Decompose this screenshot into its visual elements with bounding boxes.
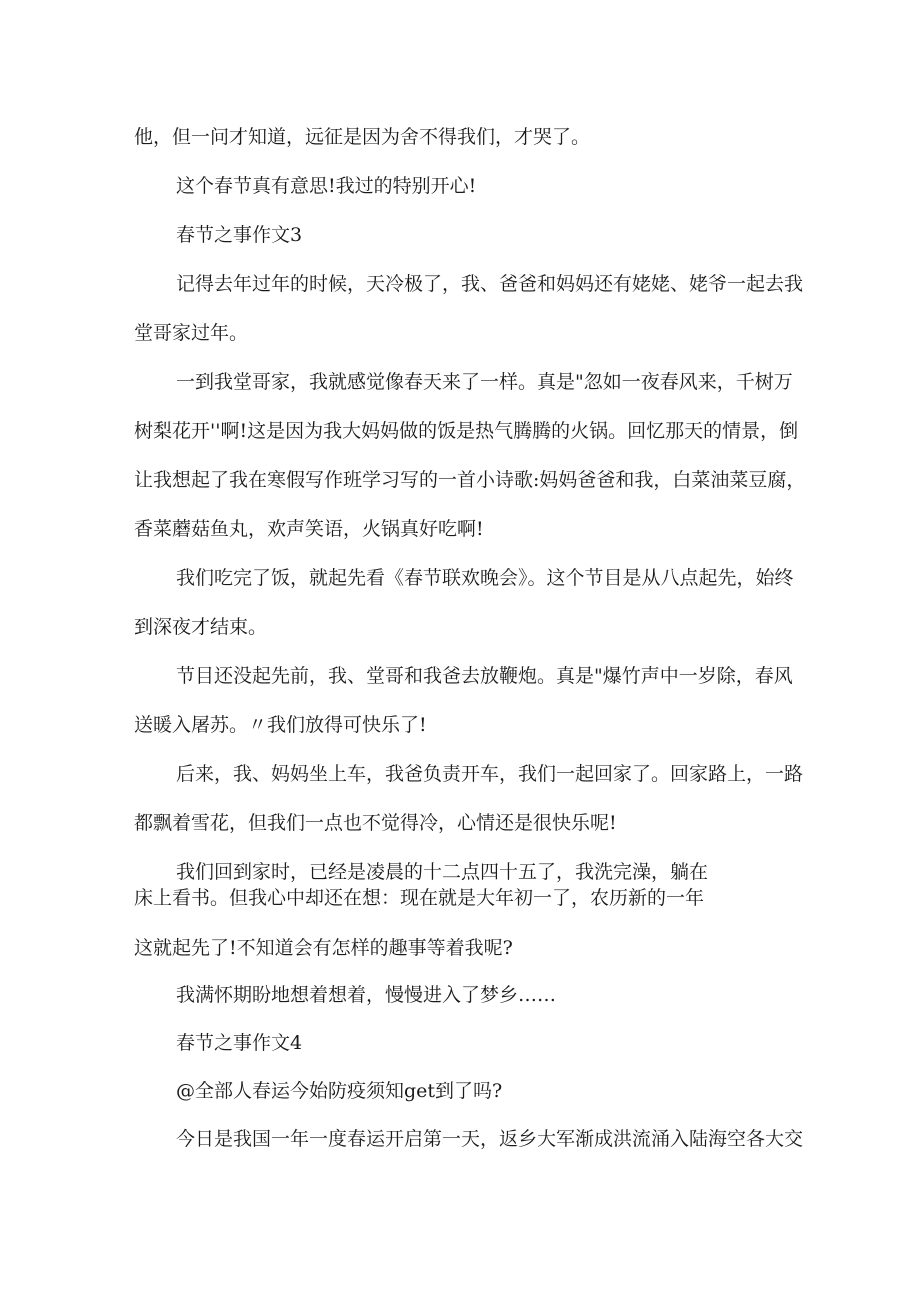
text-line: 送暖入屠苏。〃我们放得可快乐了! [134,714,427,736]
text-line: 床上看书。但我心中却还在想：现在就是大年初一了，农历新的一年 [134,887,705,909]
text-line: 堂哥家过年。 [134,322,249,344]
text-line: 这个春节真有意思!我过的特别开心! [176,175,477,197]
text-line: 香菜蘑菇鱼丸，欢声笑语，火锅真好吃啊! [134,518,484,540]
text-line: 让我想起了我在寒假写作班学习写的一首小诗歌:妈妈爸爸和我，白菜油菜豆腐， [134,469,806,491]
text-line: 到深夜才结束。 [134,616,268,638]
section-heading: 春节之事作文3 [176,224,303,246]
text-line: 一到我堂哥家，我就感觉像春天来了一样。真是"忽如一夜春风来，千树万 [176,371,793,393]
text-line: 都飘着雪花，但我们一点也不觉得冷，心情还是很快乐呢! [134,812,617,834]
text-line: 我们吃完了饭，就起先看《春节联欢晚会》。这个节目是从八点起先，始终 [176,567,794,589]
text-line: @全部人春运今始防疫须知get到了吗? [176,1080,503,1102]
text-line: 我满怀期盼地想着想着，慢慢进入了梦乡…… [176,984,557,1006]
text-line: 他，但一问才知道，远征是因为舍不得我们，才哭了。 [134,126,591,148]
text-line: 节目还没起先前，我、堂哥和我爸去放鞭炮。真是"爆竹声中一岁除，春风 [176,665,793,687]
text-line: 我们回到家时，已经是凌晨的十二点四十五了，我洗完澡，躺在 [176,861,709,883]
section-heading: 春节之事作文4 [176,1032,303,1054]
text-line: 今日是我国一年一度春运开启第一天，返乡大军渐成洪流涌入陆海空各大交 [176,1128,804,1150]
text-line: 后来，我、妈妈坐上车，我爸负责开车，我们一起回家了。回家路上，一路 [176,763,804,785]
text-line: 记得去年过年的时候，天冷极了，我、爸爸和妈妈还有姥姥、姥爷一起去我 [176,273,804,295]
text-line: 树梨花开''啊!这是因为我大妈妈做的饭是热气腾腾的火锅。回忆那天的情景，倒 [134,420,799,442]
text-line: 这就起先了!不知道会有怎样的趣事等着我呢? [134,937,513,959]
